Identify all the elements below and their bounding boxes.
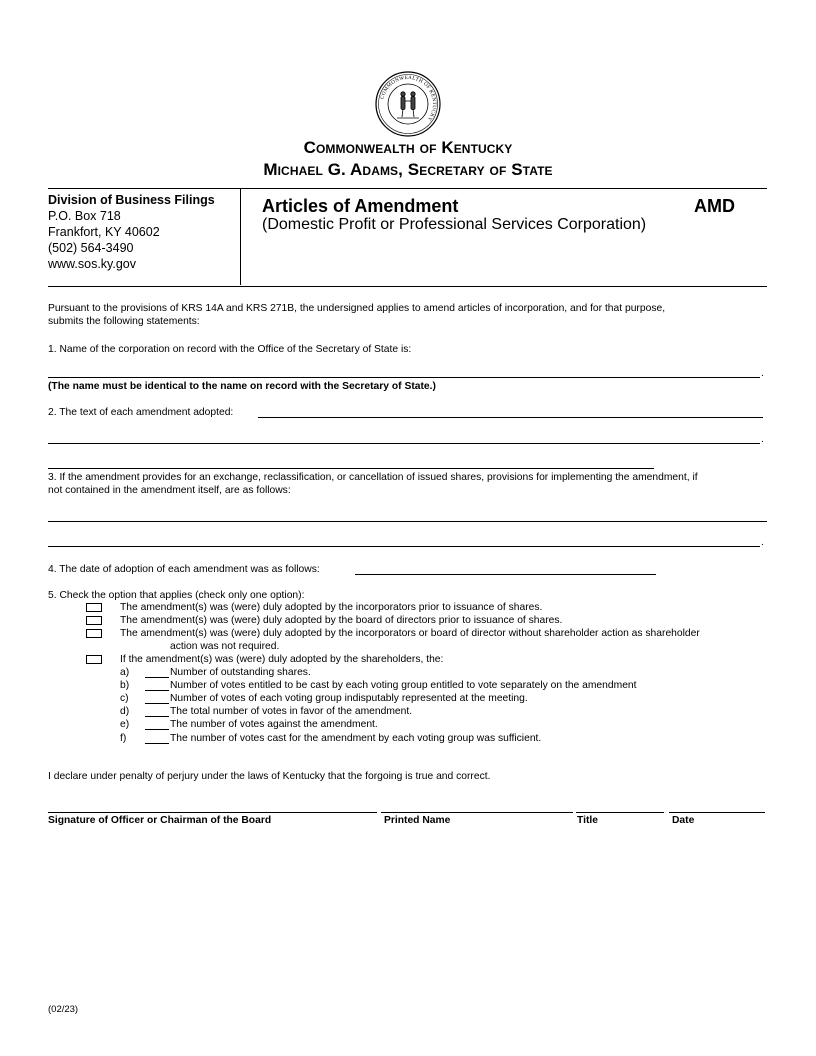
share-provisions-field[interactable] <box>48 521 767 522</box>
period-mark: . <box>761 434 764 445</box>
item5-label: 5. Check the option that applies (check only one option): <box>48 590 305 601</box>
header-secretary: Michael G. Adams, Secretary of State <box>263 160 553 179</box>
signature-label: Signature of Officer or Chairman of the Board <box>48 815 272 826</box>
votes-entitled-field[interactable] <box>145 690 169 691</box>
amendment-text-field[interactable] <box>48 443 760 444</box>
title-field[interactable] <box>576 812 664 813</box>
period-mark: . <box>761 368 764 379</box>
subitem-letter: b) <box>120 680 130 691</box>
adoption-date-field[interactable] <box>355 574 656 575</box>
option-text-continued: action was not required. <box>170 641 280 652</box>
title-label: Title <box>577 815 598 826</box>
option-board-checkbox[interactable] <box>86 616 102 625</box>
subitem-text: Number of votes entitled to be cast by each voting group entitled to vote separately on the amendment <box>170 680 637 691</box>
form-code: AMD <box>694 196 735 216</box>
subitem-text: The number of votes against the amendment. <box>170 719 378 730</box>
outstanding-shares-field[interactable] <box>145 677 169 678</box>
date-label: Date <box>672 815 695 826</box>
division-website[interactable]: www.sos.ky.gov <box>48 257 136 271</box>
votes-against-field[interactable] <box>145 729 169 730</box>
subitem-text: Number of outstanding shares. <box>170 667 311 678</box>
kentucky-seal <box>375 71 441 137</box>
printed-name-field[interactable] <box>381 812 573 813</box>
item1-note: (The name must be identical to the name on record with the Secretary of State.) <box>48 381 436 392</box>
option-text: If the amendment(s) was (were) duly adopted by the shareholders, the: <box>120 654 444 665</box>
option-no-shareholder-checkbox[interactable] <box>86 629 102 638</box>
header-bottom-rule <box>48 286 767 287</box>
date-field[interactable] <box>669 812 765 813</box>
amendment-text-field[interactable] <box>258 417 763 418</box>
votes-sufficient-field[interactable] <box>145 743 169 744</box>
division-address-line: P.O. Box 718 <box>48 209 121 223</box>
intro-text: Pursuant to the provisions of KRS 14A and KRS 271B, the undersigned applies to amend articles of incorporation, and for that purpose, <box>48 303 666 314</box>
amendment-text-field[interactable] <box>48 468 654 469</box>
period-mark: . <box>761 537 764 548</box>
header-commonwealth: Commonwealth of Kentucky <box>303 138 513 157</box>
share-provisions-field[interactable] <box>48 546 760 547</box>
signature-field[interactable] <box>48 812 377 813</box>
revision-date: (02/23) <box>48 1004 79 1015</box>
declaration-text: I declare under penalty of perjury under the laws of Kentucky that the forgoing is true and correct. <box>48 771 491 782</box>
subitem-letter: c) <box>120 693 129 704</box>
division-title: Division of Business Filings <box>48 193 215 207</box>
header-divider <box>240 189 241 285</box>
votes-represented-field[interactable] <box>145 703 169 704</box>
seal-text: COMMONWEALTH OF KENTUCKY <box>379 74 438 123</box>
item3-text: 3. If the amendment provides for an exchange, reclassification, or cancellation of issued shares, provisions for implementing the amendment, if <box>48 472 698 483</box>
option-incorporators-checkbox[interactable] <box>86 603 102 612</box>
option-text: The amendment(s) was (were) duly adopted by the incorporators or board of director without shareholder action as shareholder <box>120 628 700 639</box>
subitem-text: Number of votes of each voting group indisputably represented at the meeting. <box>170 693 528 704</box>
subitem-letter: f) <box>120 733 127 744</box>
option-text: The amendment(s) was (were) duly adopted by the incorporators prior to issuance of shares. <box>120 602 543 613</box>
item1-label: 1. Name of the corporation on record with the Office of the Secretary of State is: <box>48 344 412 355</box>
form-title: Articles of Amendment <box>262 196 459 216</box>
item4-label: 4. The date of adoption of each amendment was as follows: <box>48 564 320 575</box>
option-text: The amendment(s) was (were) duly adopted by the board of directors prior to issuance of shares. <box>120 615 563 626</box>
item3-text: not contained in the amendment itself, are as follows: <box>48 485 291 496</box>
subitem-letter: a) <box>120 667 130 678</box>
subitem-text: The total number of votes in favor of the amendment. <box>170 706 413 717</box>
intro-text: submits the following statements: <box>48 316 200 327</box>
division-address-line: Frankfort, KY 40602 <box>48 225 160 239</box>
subitem-letter: d) <box>120 706 130 717</box>
form-subtitle: (Domestic Profit or Professional Services Corporation) <box>262 216 647 233</box>
votes-in-favor-field[interactable] <box>145 716 169 717</box>
subitem-text: The number of votes cast for the amendment by each voting group was sufficient. <box>170 733 542 744</box>
corporation-name-field[interactable] <box>48 377 760 378</box>
subitem-letter: e) <box>120 719 130 730</box>
top-rule <box>48 188 767 189</box>
option-shareholders-checkbox[interactable] <box>86 655 102 664</box>
item2-label: 2. The text of each amendment adopted: <box>48 407 234 418</box>
printed-name-label: Printed Name <box>384 815 451 826</box>
division-phone: (502) 564-3490 <box>48 241 134 255</box>
